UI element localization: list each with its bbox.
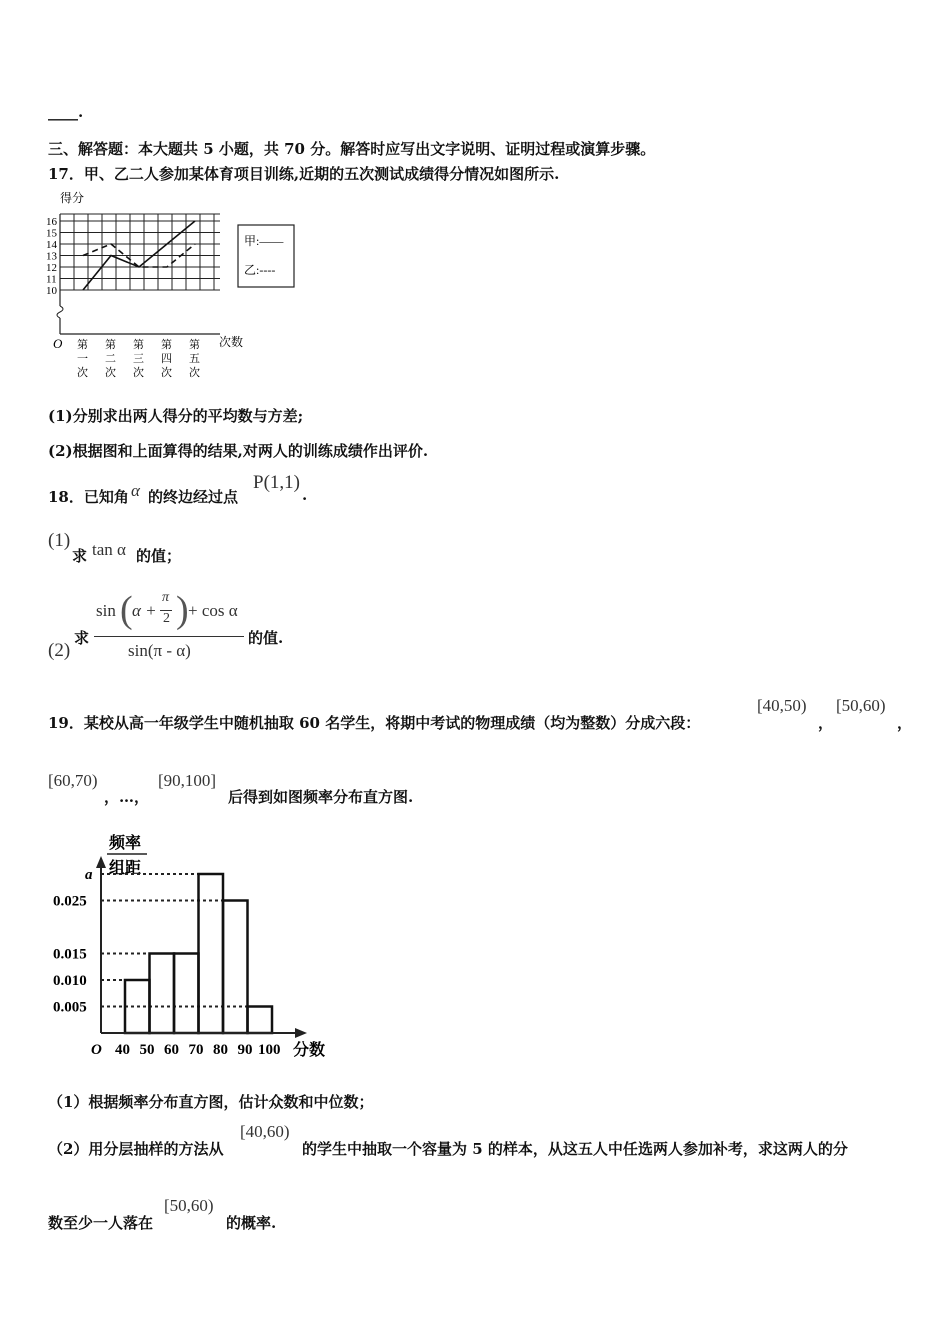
y-tick-label: 12 xyxy=(46,262,57,274)
x-tick-label: 90 xyxy=(237,1042,253,1058)
q18-p1-b: 的值； xyxy=(136,547,182,565)
q18-p1-num: (1) xyxy=(48,530,71,551)
x-tick-label: 次 xyxy=(77,367,88,379)
score-line-chart xyxy=(40,188,310,388)
x-axis-arrow xyxy=(295,1028,307,1038)
x-tick-label: 60 xyxy=(164,1042,179,1058)
q19-part2-a: （2）用分层抽样的方法从 xyxy=(48,1140,224,1158)
q18-text-a: 18．已知角 xyxy=(48,488,129,506)
origin-label: O xyxy=(53,336,63,351)
x-tick-label: 二 xyxy=(105,353,116,365)
y-axis-arrow xyxy=(96,856,106,868)
legend-jia: 甲:—— xyxy=(244,234,284,248)
q18-p2-num: (2) xyxy=(48,640,71,661)
q19-part3-a: 数至少一人落在 xyxy=(48,1214,154,1232)
q19-part3-b: 的概率. xyxy=(226,1214,277,1232)
frac-two: 2 xyxy=(163,611,170,626)
q19-part2-b: 的学生中抽取一个容量为 5 的样本，从这五人中任选两人参加补考，求这两人的分 xyxy=(302,1140,848,1158)
frac-pi: π xyxy=(162,590,170,605)
q19-part1: （1）根据频率分布直方图，估计众数和中位数； xyxy=(48,1093,374,1111)
fraction-bar xyxy=(94,636,244,637)
x-tick-label: 次 xyxy=(133,367,144,379)
q17-part2: (2)根据图和上面算得的结果,对两人的训练成绩作出评价. xyxy=(48,442,429,460)
y-tick-label: a xyxy=(85,867,93,883)
histogram-bar xyxy=(223,901,248,1034)
x-tick-label: 80 xyxy=(213,1042,228,1058)
histogram-bar xyxy=(174,954,199,1034)
q19-part2-seg: [40,60) xyxy=(240,1122,290,1141)
q19-text-b: 后得到如图频率分布直方图. xyxy=(228,788,414,806)
answer-blank: ____. xyxy=(48,103,84,121)
q17-part1: (1)分别求出两人得分的平均数与方差; xyxy=(48,407,304,425)
x-tick-label: 第 xyxy=(161,339,172,351)
x-tick-label: 50 xyxy=(139,1042,155,1058)
q18-alpha: α xyxy=(131,481,140,500)
q18-text-b: 的终边经过点 xyxy=(148,488,239,506)
x-tick-label: 五 xyxy=(189,353,200,365)
big-paren-left: ( xyxy=(120,589,133,631)
y-tick-label: 0.010 xyxy=(53,973,87,989)
frequency-histogram xyxy=(45,828,345,1064)
y-axis-label: 得分 xyxy=(60,191,85,205)
section-heading: 三、解答题：本大题共 5 小题，共 70 分。解答时应写出文字说明、证明过程或演算步骤。 xyxy=(48,140,656,158)
q19-ellipsis: ，…， xyxy=(104,788,150,806)
q19-seg2: [50,60) xyxy=(836,696,886,715)
frac-cos: + cos α xyxy=(188,601,238,620)
y-tick-label: 10 xyxy=(46,285,57,297)
x-tick-label: 四 xyxy=(161,353,172,365)
frac-alpha-plus: α + xyxy=(132,601,157,620)
q19-part3-seg: [50,60) xyxy=(164,1196,214,1215)
q19-comma2: ， xyxy=(897,714,913,732)
x-tick-label: 第 xyxy=(189,339,200,351)
y-tick-label: 0.005 xyxy=(53,999,87,1016)
q18-p2-a: 求 xyxy=(74,629,90,647)
y-tick-label: 13 xyxy=(46,250,57,263)
q19-seg4: [90,100] xyxy=(158,771,217,790)
q18-fraction xyxy=(92,588,244,666)
x-tick-label: 第 xyxy=(133,339,144,351)
x-tick-label: 次 xyxy=(161,367,172,379)
y-tick-label: 16 xyxy=(46,216,57,228)
y-tick-label: 11 xyxy=(46,273,57,286)
y-tick-label: 0.025 xyxy=(53,893,87,910)
x-tick-label: 次 xyxy=(105,367,116,379)
histogram-bar xyxy=(199,874,224,1033)
frac-sin: sin xyxy=(96,601,116,620)
frac-denominator: sin(π - α) xyxy=(128,641,191,660)
x-tick-label: 一 xyxy=(77,353,88,365)
x-tick-label: 第 xyxy=(77,339,88,351)
q18-point: P(1,1) xyxy=(253,472,300,493)
q18-p1-a: 求 xyxy=(72,547,88,565)
x-tick-label: 70 xyxy=(188,1042,204,1058)
histogram-bar xyxy=(248,1007,273,1034)
big-paren-right: ) xyxy=(176,589,189,631)
x-tick-label: 第 xyxy=(105,339,116,351)
q19-seg3: [60,70) xyxy=(48,771,98,790)
x-tick-label: 三 xyxy=(133,353,144,365)
y-label-top: 频率 xyxy=(109,835,142,852)
y-tick-label: 14 xyxy=(46,239,57,251)
origin-label: O xyxy=(91,1042,102,1058)
q18-period: . xyxy=(302,486,308,504)
x-tick-label: 40 xyxy=(115,1042,130,1058)
q17-text: 17．甲、乙二人参加某体育项目训练,近期的五次测试成绩得分情况如图所示. xyxy=(48,165,560,183)
q19-seg1: [40,50) xyxy=(757,696,807,715)
y-tick-label: 15 xyxy=(46,227,57,240)
x-tick-label: 100 xyxy=(258,1042,281,1058)
x-axis-label: 分数 xyxy=(293,1042,326,1059)
x-tick-label: 次 xyxy=(189,367,200,379)
q18-p1-expr: tan α xyxy=(92,540,126,559)
legend-yi: 乙:---- xyxy=(244,263,276,277)
y-label-bottom: 组距 xyxy=(109,860,142,877)
axis-break xyxy=(57,306,63,318)
y-tick-label: 0.015 xyxy=(53,946,87,963)
grid xyxy=(60,214,220,306)
q19-text-a: 19．某校从高一年级学生中随机抽取 60 名学生，将期中考试的物理成绩（均为整数）分成六段： xyxy=(48,714,701,732)
histogram-bar xyxy=(150,954,175,1034)
q18-p2-b: 的值. xyxy=(248,629,284,647)
x-axis-label: 次数 xyxy=(219,335,244,349)
q19-comma1: ， xyxy=(818,714,834,732)
